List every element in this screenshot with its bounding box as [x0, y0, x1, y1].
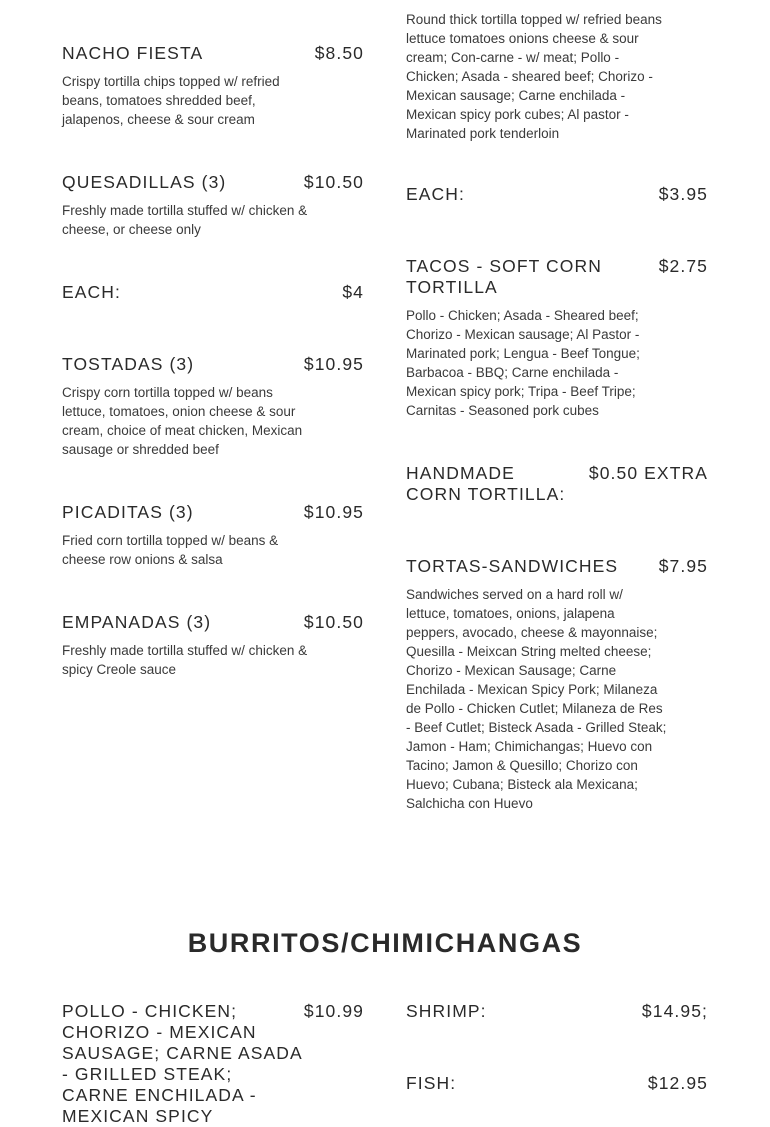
item-description: Crispy tortilla chips topped w/ refried beans, tomatoes shredded beef, jalapenos, cheese & sour cream — [62, 74, 280, 127]
menu-item-burrito-meats — [62, 1001, 364, 1127]
item-name: TOSTADAS (3) — [62, 354, 195, 374]
menu-item-picaditas — [62, 502, 364, 569]
menu-item-each — [406, 184, 708, 205]
item-description: Fried corn tortilla topped w/ beans & cheese row onions & salsa — [62, 533, 279, 567]
menu-item-tostadas — [62, 354, 364, 459]
menu-item-fish — [406, 1073, 708, 1094]
item-name: HANDMADE CORN TORTILLA: — [406, 463, 566, 504]
item-price: $14.95; — [641, 1001, 708, 1021]
menu-item-quesadillas — [62, 172, 364, 239]
item-price: $7.95 — [658, 556, 708, 576]
item-name: NACHO FIESTA — [62, 43, 204, 63]
item-description: Freshly made tortilla stuffed w/ chicken & cheese, or cheese only — [62, 203, 308, 237]
item-description: Sandwiches served on a hard roll w/ lettuce, tomatoes, onions, jalapena peppers, avocado, cheese & mayonnaise; Quesilla - Meixcan String melted cheese; Chorizo - Mexican Sausage; Carne Enchilada - Mexican Spicy Pork; Milaneza de Pollo - Chicken Cutlet; Milaneza de Res - Beef Cutlet; Bisteck Asada - Grilled Steak; Jamon - Ham; Chimichangas; Huevo con Tacino; Jamon & Quesillo; Chorizo con Huevo; Cubana; Bisteck ala Mexicana; Salchicha con Huevo — [406, 587, 667, 811]
menu-item-handmade-corn-tortilla — [406, 463, 708, 505]
item-description: Pollo - Chicken; Asada - Sheared beef; Chorizo - Mexican sausage; Al Pastor - Marinated pork; Lengua - Beef Tongue; Barbacoa - BBQ; Carne enchilada - Mexican spicy pork; Tripa - Beef Tripe; Carnitas - Seasoned pork cubes — [406, 308, 640, 418]
item-price: $10.95 — [303, 354, 364, 374]
item-price: $10.50 — [303, 172, 364, 192]
item-price: $12.95 — [647, 1073, 708, 1093]
item-price: $4 — [342, 282, 364, 302]
menu-item-tortas-sandwiches — [406, 556, 708, 813]
menu-item-tacos — [406, 256, 708, 420]
item-price: $10.50 — [303, 612, 364, 632]
item-description: Freshly made tortilla stuffed w/ chicken & spicy Creole sauce — [62, 643, 308, 677]
menu-item-gordita-continued — [406, 2, 708, 143]
item-name: EACH: — [62, 282, 121, 302]
menu-item-each — [62, 282, 364, 303]
item-price: $8.50 — [314, 43, 364, 63]
menu-item-nacho-fiesta — [62, 43, 364, 129]
item-name: QUESADILLAS (3) — [62, 172, 227, 192]
item-name: FISH: — [406, 1073, 457, 1093]
item-price: $10.95 — [303, 502, 364, 522]
item-price: $3.95 — [658, 184, 708, 204]
item-price: $2.75 — [658, 256, 708, 276]
item-description: Crispy corn tortilla topped w/ beans lettuce, tomatoes, onion cheese & sour cream, choice of meat chicken, Mexican sausage or shredded beef — [62, 385, 303, 457]
item-price: $0.50 EXTRA — [588, 463, 708, 483]
item-description: Round thick tortilla topped w/ refried beans lettuce tomatoes onions cheese & sour cream; Con-carne - w/ meat; Pollo - Chicken; Asada - sheared beef; Chorizo - Mexican sausage; Carne enchilada - Mexican spicy pork cubes; Al pastor - Marinated pork tenderloin — [406, 12, 662, 141]
item-name: TACOS - SOFT CORN TORTILLA — [406, 256, 602, 297]
item-name: TORTAS-SANDWICHES — [406, 556, 619, 576]
item-name: SHRIMP: — [406, 1001, 487, 1021]
section-title: BURRITOS/CHIMICHANGAS — [187, 928, 583, 958]
item-name: EMPANADAS (3) — [62, 612, 212, 632]
menu-item-empanadas — [62, 612, 364, 679]
item-name: PICADITAS (3) — [62, 502, 194, 522]
item-name: POLLO - CHICKEN; CHORIZO - MEXICAN SAUSAGE; CARNE ASADA - GRILLED STEAK; CARNE ENCHILADA - MEXICAN SPICY — [62, 1001, 302, 1126]
item-name: EACH: — [406, 184, 465, 204]
menu-item-shrimp — [406, 1001, 708, 1022]
item-price: $10.99 — [303, 1001, 364, 1021]
